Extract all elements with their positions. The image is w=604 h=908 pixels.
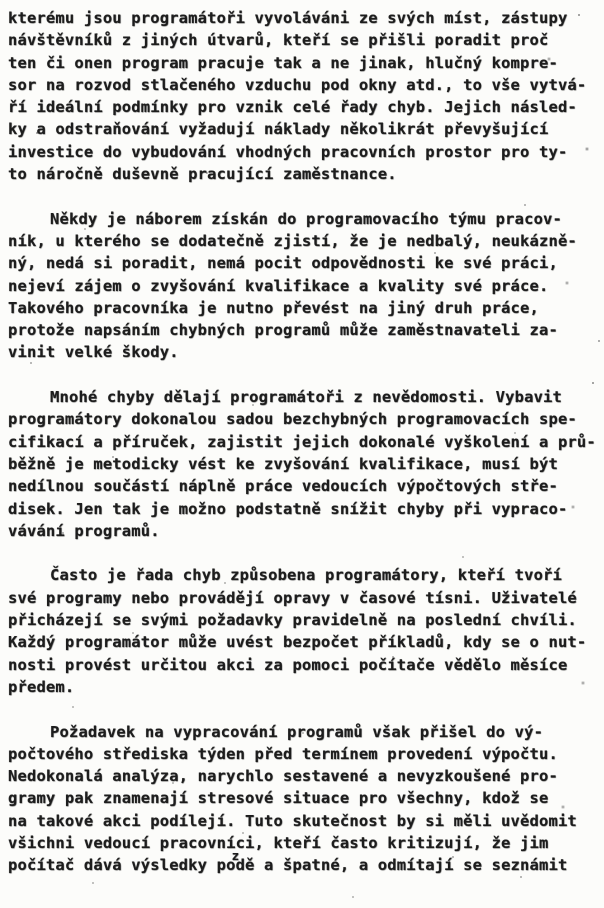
text-line: Požadavek na vypracování programů však přišel do vý-	[50, 722, 544, 741]
text-line: disek. Jen tak je možno podstatně snížit chyby při vypraco-	[8, 499, 568, 518]
text-line: programátory dokonalou sadou bezchybných programovacích spe-	[8, 410, 577, 429]
text-line: vinit velké škody.	[8, 343, 179, 362]
text-line: ří ideální podmínky pro vznik celé řady chyb. Jejich násled-	[8, 98, 577, 117]
scan-noise	[0, 0, 2, 2]
text-line: Nedokonalá analýza, narychlo sestavené a nevyzkoušené pro-	[8, 767, 558, 786]
text-line: gramy pak znamenají stresové situace pro všechny, kdož se	[8, 789, 549, 808]
text-line: návštěvníků z jiných útvarů, kteří se přišli poradit proč	[8, 31, 549, 50]
text-line: nedílnou součástí náplně práce vedoucích výpočtových stře-	[8, 477, 558, 496]
text-line: ný, nedá si poradit, nemá pocit odpovědnosti ke své práci,	[8, 254, 558, 273]
text-line: Často je řada chyb způsobena programátory, kteří tvoří	[50, 566, 563, 585]
text-line: kterému jsou programátoři vyvoláváni ze svých míst, zástupy	[8, 9, 568, 27]
paragraph	[8, 386, 600, 542]
text-line: protože napsáním chybných programů může zaměstnavateli za-	[8, 321, 558, 340]
text-line: přicházejí se svými požadavky pravidelně na poslední chvíli.	[8, 611, 577, 630]
text-line: Někdy je náborem získán do programovacího týmu pracov-	[50, 209, 563, 228]
text-line	[8, 848, 600, 876]
text-line: vávání programů.	[8, 521, 160, 540]
document-body	[8, 7, 600, 877]
text-line: ky a odstraňování vyžadují náklady několikrát převyšující	[8, 120, 549, 139]
paragraph	[8, 7, 600, 185]
text-line: všichni vedoucí pracovníci, kteří často kritizují, že jim	[8, 833, 549, 852]
text-line: ník, u kterého se dodatečně zjistí, že je nedbalý, neukázně-	[8, 231, 577, 250]
text-segment: dě a špatné, a odmítají se seznámit	[235, 856, 568, 875]
text-line: to náročně duševně pracující zaměstnance.	[8, 165, 397, 184]
text-line: předem.	[8, 677, 75, 696]
text-line: cifikací a příruček, zajistit jejich dokonalé vyškolení a prů-	[8, 432, 596, 451]
text-line: běžně je metodicky vést ke zvyšování kvalifikace, musí být	[8, 454, 558, 473]
text-line: ten či onen program pracuje tak a ne jinak, hlučný kompre-	[8, 53, 558, 72]
text-line: Mnohé chyby dělají programátoři z nevědomosti. Vybavit	[50, 388, 563, 407]
paragraph	[8, 721, 600, 877]
text-segment: počítač dává výsledky po	[8, 856, 236, 875]
inserted-correction-char: z	[231, 848, 240, 864]
paragraph	[8, 208, 600, 364]
text-line: nosti provést určitou akci za pomoci počítače vědělo měsíce	[8, 655, 568, 674]
paragraph	[8, 564, 600, 698]
text-line: počtového střediska týden před termínem provedení výpočtu.	[8, 744, 558, 763]
text-line: investice do vybudování vhodných pracovních prostor pro ty-	[8, 142, 568, 161]
text-line: na takové akci podílejí. Tuto skutečnost by si měli uvědomit	[8, 811, 577, 830]
text-line: sor na rozvod stlačeného vzduchu pod okny atd., to vše vytvá-	[8, 75, 587, 94]
text-line: nejeví zájem o zvyšování kvalifikace a kvality své práce.	[8, 276, 549, 295]
text-line: své programy nebo provádějí opravy v časové tísni. Uživatelé	[8, 588, 577, 607]
text-line: Každý programátor může uvést bezpočet příkladů, kdy se o nut-	[8, 633, 587, 652]
text-line: Takového pracovníka je nutno převést na jiný druh práce,	[8, 298, 539, 317]
